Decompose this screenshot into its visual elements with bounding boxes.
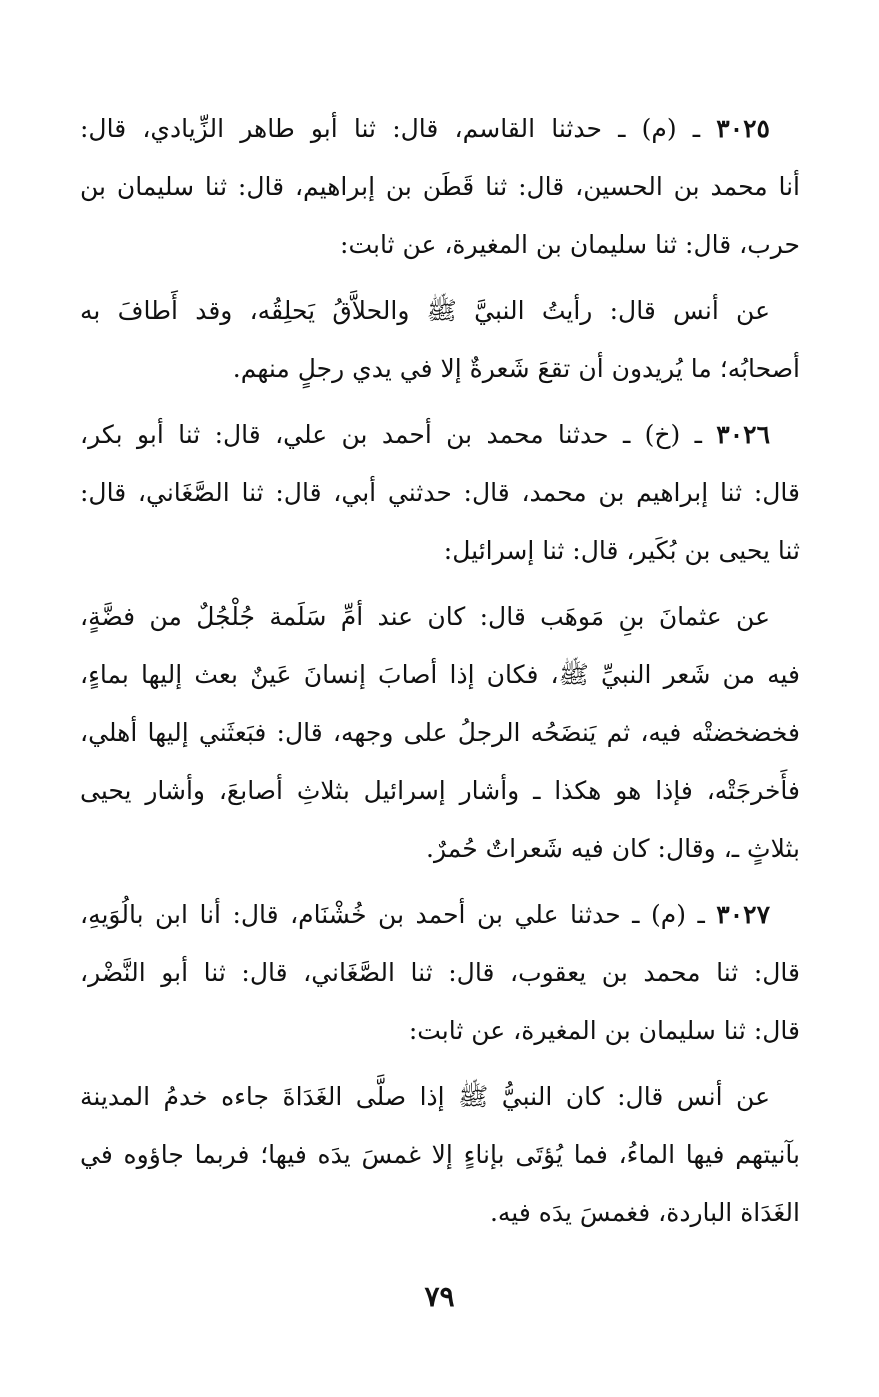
hadith-3026-line-1: ٣٠٢٦ ـ (خ) ـ حدثنا محمد بن أحمد بن علي، قال: ثنا أبو بكر، bbox=[80, 420, 770, 449]
hadith-3027-line-2: قال: ثنا محمد بن يعقوب، قال: ثنا الصَّغَاني، قال: ثنا أبو النَّضْر، bbox=[80, 958, 800, 987]
hadith-3027-line-6: الغَدَاة الباردة، فغمسَ يدَه فيه. bbox=[489, 1198, 800, 1227]
hadith-3026-line-4: عن عثمانَ بنِ مَوهَب قال: كان عند أمِّ سَلَمة جُلْجُلٌ من فضَّةٍ، bbox=[80, 602, 770, 631]
hadith-3026-line-5: فيه من شَعر النبيِّ ﷺ، فكان إذا أصابَ إنسانَ عَينٌ بعث إليها بماءٍ، bbox=[80, 660, 800, 689]
hadith-3027-line-5: بآنيتهم فيها الماءُ، فما يُؤتَى بإناءٍ إلا غمسَ يدَه فيها؛ فربما جاؤوه في bbox=[80, 1140, 800, 1169]
hadith-3025-line-4: عن أنس قال: رأيتُ النبيَّ ﷺ والحلاَّقُ يَحلِقُه، وقد أَطافَ به bbox=[80, 296, 770, 325]
hadith-3027-line-1: ٣٠٢٧ ـ (م) ـ حدثنا علي بن أحمد بن خُشْنَام، قال: أنا ابن بالُوَيهِ، bbox=[80, 900, 770, 929]
hadith-number: ٣٠٢٥ bbox=[716, 114, 770, 143]
hadith-number: ٣٠٢٦ bbox=[716, 420, 770, 449]
hadith-3026-line-7: فأَخرجَتْه، فإذا هو هكذا ـ وأشار إسرائيل بثلاثِ أصابعَ، وأشار يحيى bbox=[80, 776, 800, 805]
hadith-3025-line-5: أصحابُه؛ ما يُريدون أن تقعَ شَعرةٌ إلا في يدي رجلٍ منهم. bbox=[232, 354, 800, 383]
hadith-3026-line-2: قال: ثنا إبراهيم بن محمد، قال: حدثني أبي، قال: ثنا الصَّغَاني، قال: bbox=[80, 478, 800, 507]
hadith-3026-line-6: فخضخضتْه فيه، ثم يَنضَحُه الرجلُ على وجهه، قال: فبَعثَني إليها أهلي، bbox=[80, 718, 800, 747]
hadith-3027-line-3: قال: ثنا سليمان بن المغيرة، عن ثابت: bbox=[408, 1016, 800, 1045]
page-number: ٧٩ bbox=[424, 1280, 455, 1313]
hadith-3025-line-3: حرب، قال: ثنا سليمان بن المغيرة، عن ثابت: bbox=[340, 230, 800, 259]
hadith-3026-line-3: ثنا يحيى بن بُكَير، قال: ثنا إسرائيل: bbox=[443, 536, 800, 565]
hadith-number: ٣٠٢٧ bbox=[716, 900, 770, 929]
hadith-3025-line-2: أنا محمد بن الحسين، قال: ثنا قَطَن بن إبراهيم، قال: ثنا سليمان بن bbox=[80, 172, 800, 201]
hadith-3026-line-8: بثلاثٍ ـ، وقال: كان فيه شَعراتٌ حُمرٌ. bbox=[426, 834, 800, 863]
hadith-3027-line-4: عن أنس قال: كان النبيُّ ﷺ إذا صلَّى الغَدَاةَ جاءه خدمُ المدينة bbox=[80, 1082, 770, 1111]
hadith-3025-line-1: ٣٠٢٥ ـ (م) ـ حدثنا القاسم، قال: ثنا أبو طاهر الزِّيادي، قال: bbox=[80, 114, 770, 143]
